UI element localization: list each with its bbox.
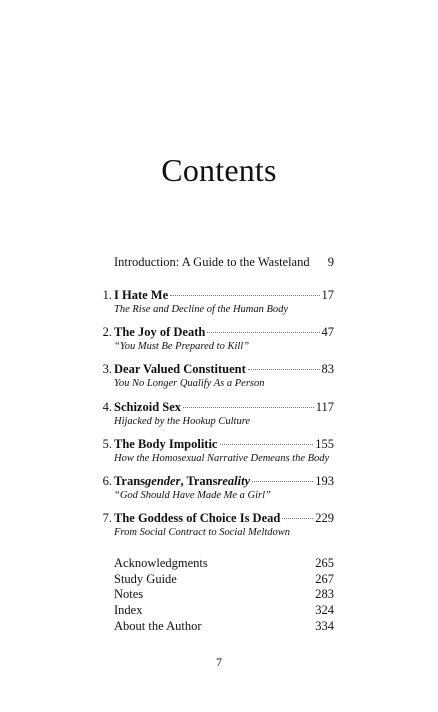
chapter-title-part: , Trans bbox=[180, 473, 218, 488]
chapter-number: 1. bbox=[102, 288, 112, 302]
page-number: 7 bbox=[216, 655, 222, 669]
back-matter-entry bbox=[114, 556, 334, 572]
back-matter-entry bbox=[114, 603, 334, 619]
leader-dots bbox=[207, 332, 319, 333]
page-title: Contents bbox=[161, 152, 277, 188]
chapter-title: Dear Valued Constituent bbox=[114, 362, 246, 377]
back-matter-label: Study Guide bbox=[114, 571, 177, 586]
chapter-title: The Goddess of Choice Is Dead bbox=[114, 511, 281, 526]
chapter-number: 3. bbox=[102, 362, 112, 377]
chapter-entry bbox=[0, 288, 438, 325]
chapter-subtitle: The Rise and Decline of the Human Body bbox=[114, 304, 289, 315]
chapter-subtitle: Hijacked by the Hookup Culture bbox=[114, 415, 251, 427]
leader-dots bbox=[282, 518, 313, 519]
chapter-page: 193 bbox=[315, 473, 334, 488]
chapter-line bbox=[114, 325, 334, 340]
chapter-line bbox=[114, 400, 334, 415]
back-matter-label: Notes bbox=[114, 587, 144, 602]
leader-dots bbox=[252, 481, 313, 482]
back-matter-entry bbox=[114, 587, 334, 603]
chapter-title: The Body Impolitic bbox=[114, 436, 218, 451]
toc-entry-label: Introduction: A Guide to the Wasteland bbox=[114, 255, 310, 269]
chapter-page: 117 bbox=[315, 399, 334, 414]
chapter-line bbox=[114, 437, 334, 452]
chapter-page: 47 bbox=[321, 325, 334, 340]
back-matter-page: 334 bbox=[315, 618, 334, 633]
leader-dots bbox=[248, 369, 320, 370]
chapter-subtitle: From Social Contract to Social Meltdown bbox=[114, 527, 291, 539]
chapter-page: 17 bbox=[321, 288, 334, 302]
chapter-title-part-italic: gender bbox=[145, 473, 181, 488]
back-matter-label: Acknowledgments bbox=[114, 556, 208, 570]
back-matter-page: 283 bbox=[315, 587, 334, 602]
back-matter-label: About the Author bbox=[114, 618, 202, 633]
chapter-subtitle: You No Longer Qualify As a Person bbox=[114, 378, 265, 390]
chapter-title: The Joy of Death bbox=[114, 325, 206, 340]
chapter-title: Schizoid Sex bbox=[114, 399, 182, 414]
chapter-line bbox=[114, 511, 334, 526]
chapter-number: 7. bbox=[102, 511, 112, 526]
chapter-line bbox=[114, 362, 334, 377]
chapter-subtitle: “You Must Be Prepared to Kill” bbox=[114, 341, 250, 353]
back-matter-list bbox=[114, 556, 334, 634]
chapter-entry bbox=[0, 474, 438, 511]
chapter-page: 229 bbox=[315, 511, 334, 526]
chapter-number: 2. bbox=[102, 325, 112, 340]
chapter-number: 4. bbox=[102, 399, 112, 414]
chapter-page: 155 bbox=[315, 436, 334, 451]
chapter-list bbox=[0, 288, 438, 548]
leader-dots bbox=[170, 295, 319, 296]
chapter-entry bbox=[0, 400, 438, 437]
chapter-line bbox=[114, 288, 334, 303]
back-matter-page: 324 bbox=[315, 603, 334, 618]
chapter-entry bbox=[0, 511, 438, 548]
chapter-title: I Hate Me bbox=[114, 288, 169, 302]
back-matter-entry bbox=[114, 572, 334, 588]
chapter-number: 6. bbox=[102, 473, 112, 488]
toc-entry-page: 9 bbox=[327, 255, 334, 269]
chapter-entry bbox=[0, 362, 438, 399]
chapter-line bbox=[114, 474, 334, 489]
leader-dots bbox=[220, 444, 314, 445]
back-matter-page: 267 bbox=[315, 571, 334, 586]
chapter-subtitle: “God Should Have Made Me a Girl” bbox=[114, 489, 271, 501]
chapter-subtitle: How the Homosexual Narrative Demeans the Body bbox=[114, 452, 330, 464]
chapter-title-part: Trans bbox=[114, 473, 146, 488]
chapter-title-part-italic: reality bbox=[217, 473, 251, 488]
back-matter-entry bbox=[114, 619, 334, 635]
chapter-entry bbox=[0, 437, 438, 474]
chapter-number: 5. bbox=[102, 436, 112, 451]
back-matter-label: Index bbox=[114, 603, 143, 618]
chapter-entry bbox=[0, 325, 438, 362]
chapter-title bbox=[114, 474, 250, 489]
toc-entry-introduction bbox=[114, 255, 334, 270]
leader-dots bbox=[183, 407, 314, 408]
back-matter-page: 265 bbox=[315, 556, 334, 570]
chapter-page: 83 bbox=[321, 362, 334, 377]
